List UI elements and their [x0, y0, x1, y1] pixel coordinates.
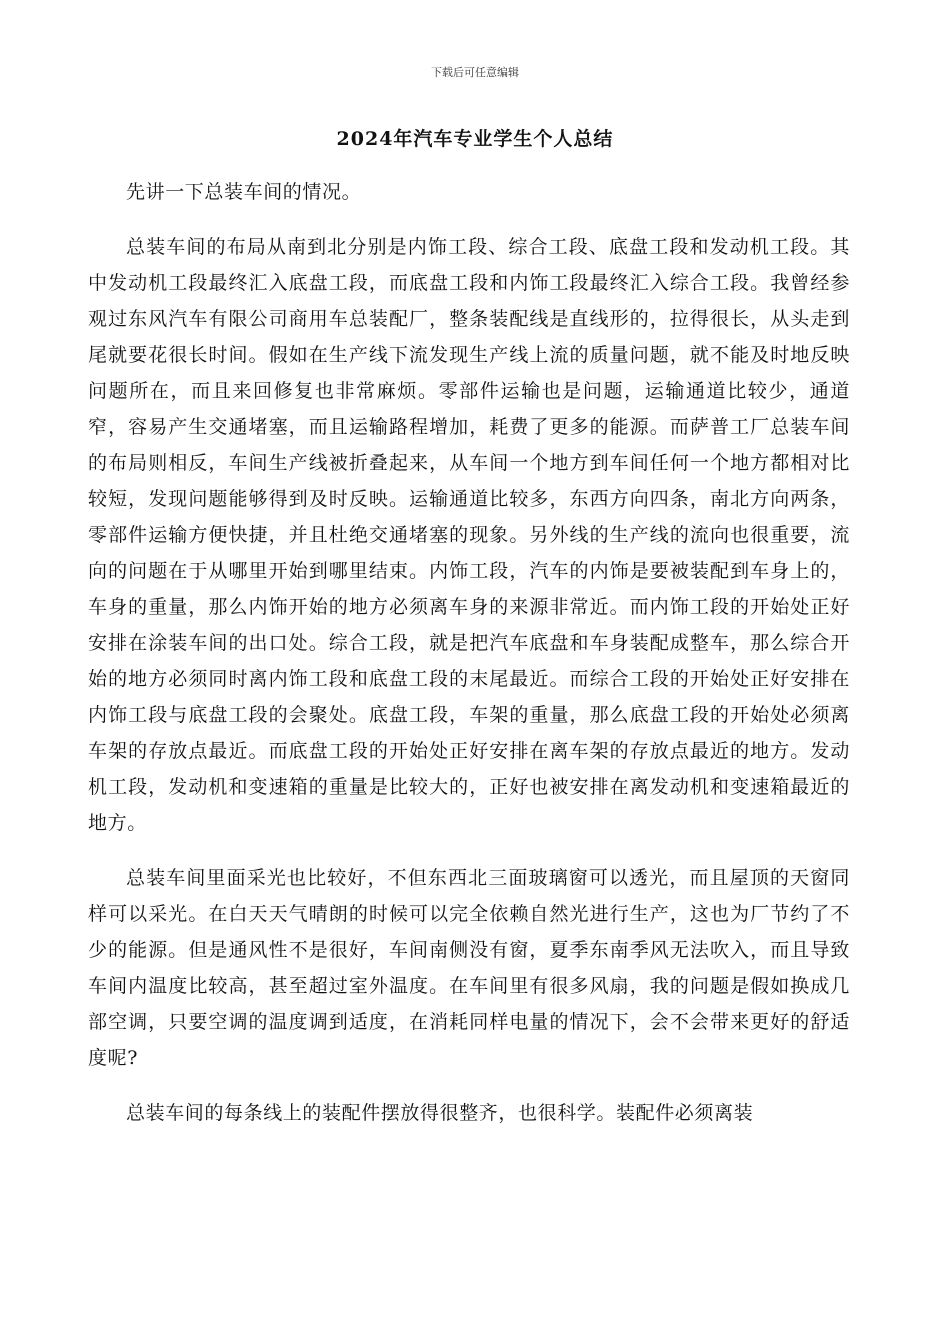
header-note: 下载后可任意编辑: [431, 66, 519, 79]
document-body: [88, 174, 850, 1131]
paragraph-lighting: 总装车间里面采光也比较好，不但东西北三面玻璃窗可以透光，而且屋顶的天窗同样可以采光。在白天天气晴朗的时候可以完全依赖自然光进行生产，这也为厂节约了不少的能源。但是通风性不是很好，车间南侧没有窗，夏季东南季风无法吹入，而且导致车间内温度比较高，甚至超过室外温度。在车间里有很多风扇，我的问题是假如换成几部空调，只要空调的温度调到适度，在消耗同样电量的情况下，会不会带来更好的舒适度呢?: [88, 867, 850, 1069]
document-title: 2024年汽车专业学生个人总结: [336, 128, 614, 150]
paragraph-layout: 总装车间的布局从南到北分别是内饰工段、综合工段、底盘工段和发动机工段。其中发动机工段最终汇入底盘工段，而底盘工段和内饰工段最终汇入综合工段。我曾经参观过东风汽车有限公司商用车总装配厂，整条装配线是直线形的，拉得很长，从头走到尾就要花很长时间。假如在生产线下流发现生产线上流的质量问题，就不能及时地反映问题所在，而且来回修复也非常麻烦。零部件运输也是问题，运输通道比较少，通道窄，容易产生交通堵塞，而且运输路程增加，耗费了更多的能源。而萨普工厂总装车间的布局则相反，车间生产线被折叠起来，从车间一个地方到车间任何一个地方都相对比较短，发现问题能够得到及时反映。运输通道比较多，东西方向四条，南北方向两条，零部件运输方便快捷，并且杜绝交通堵塞的现象。另外线的生产线的流向也很重要，流向的问题在于从哪里开始到哪里结束。内饰工段，汽车的内饰是要被装配到车身上的，车身的重量，那么内饰开始的地方必须离车身的来源非常近。而内饰工段的开始处正好安排在涂装车间的出口处。综合工段，就是把汽车底盘和车身装配成整车，那么综合开始的地方必须同时离内饰工段和底盘工段的末尾最近。而综合工段的开始处正好安排在内饰工段与底盘工段的会聚处。底盘工段，车架的重量，那么底盘工段的开始处必须离车架的存放点最近。而底盘工段的开始处正好安排在离车架的存放点最近的地方。发动机工段，发动机和变速箱的重量是比较大的，正好也被安排在离发动机和变速箱最近的地方。: [88, 236, 850, 834]
paragraph-parts: 总装车间的每条线上的装配件摆放得很整齐，也很科学。装配件必须离装: [126, 1102, 754, 1124]
paragraph-intro: 先讲一下总装车间的情况。: [126, 181, 362, 203]
